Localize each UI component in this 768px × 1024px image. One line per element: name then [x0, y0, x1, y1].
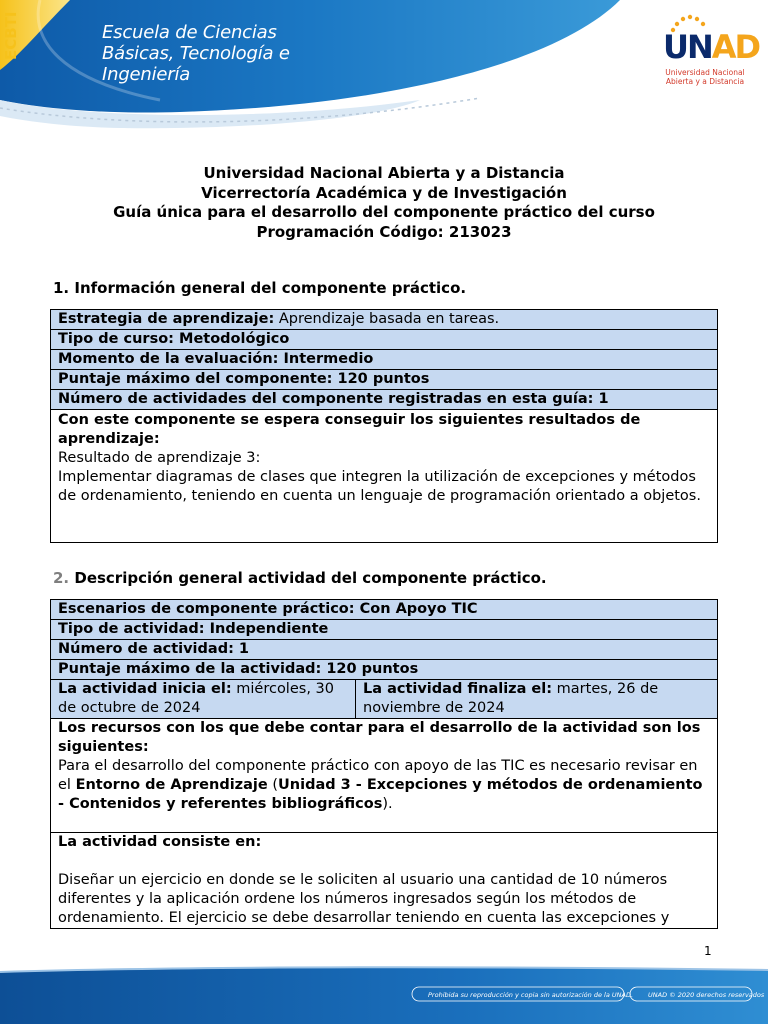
momento-cell: Momento de la evaluación: Intermedio [51, 350, 718, 370]
title-university: Universidad Nacional Abierta y a Distancia [203, 164, 565, 182]
school-line-3: Ingeniería [102, 64, 191, 85]
school-line-1: Escuela de Ciencias [102, 22, 277, 43]
table-row [51, 370, 718, 390]
title-course-code: Programación Código: 213023 [256, 222, 512, 241]
consiste-cell: La actividad consiste en: Diseñar un ejercicio en donde se le soliciten al usuario una cantidad de 10 números diferentes y la aplicación ordene los números ingresados según los métodos de ordenamiento. El ejercicio se debe desarrollar teniendo en cuenta las excepciones y [51, 833, 718, 929]
document-titles [0, 164, 768, 242]
header-banner [0, 0, 768, 140]
section-1-heading: 1. Información general del componente práctico. [53, 279, 467, 297]
school-name [102, 22, 290, 85]
table-row [51, 620, 718, 640]
tipo-curso-cell: Tipo de curso: Metodológico [51, 330, 718, 350]
resultados-cell: Con este componente se espera conseguir los siguientes resultados de aprendizaje: Resultado de aprendizaje 3: Implementar diagramas de clases que integren la utilización de excepciones y métodos de ordenamiento, teniendo en cuenta un lenguaje de programación orientado a objetos. [51, 410, 718, 543]
table-row [51, 680, 718, 719]
fecha-fin-cell: La actividad finaliza el: martes, 26 de noviembre de 2024 [356, 680, 718, 719]
puntaje-actividad-cell: Puntaje máximo de la actividad: 120 puntos [51, 660, 718, 680]
logo-wordmark: UNAD [663, 28, 760, 66]
footer-notice: Prohibida su reproducción y copia sin autorización de la UNAD. [428, 991, 634, 999]
table-row [51, 833, 718, 929]
section-2-heading: 2. Descripción general actividad del componente práctico. [53, 569, 547, 587]
table-row [51, 719, 718, 833]
recursos-cell: Los recursos con los que debe contar para el desarrollo de la actividad son los siguientes: Para el desarrollo del componente práctico con apoyo de las TIC es necesario revisar en el Entorno de Aprendizaje (Unidad 3 - Excepciones y métodos de ordenamiento - Contenidos y referentes bibliográficos). [51, 719, 718, 833]
ecbti-vertical-mark [0, 0, 22, 62]
footer-copyright: UNAD © 2020 derechos reservados [648, 991, 765, 999]
fecha-inicio-cell: La actividad inicia el: miércoles, 30 de octubre de 2024 [51, 680, 356, 719]
table-row [51, 330, 718, 350]
numero-actividades-cell: Número de actividades del componente registradas en esta guía: 1 [51, 390, 718, 410]
escenarios-cell: Escenarios de componente práctico: Con Apoyo TIC [51, 600, 718, 620]
table-row [51, 390, 718, 410]
table-row [51, 600, 718, 620]
tipo-actividad-cell: Tipo de actividad: Independiente [51, 620, 718, 640]
table-row [51, 350, 718, 370]
logo-subtitle: Universidad Nacional Abierta y a Distancia [665, 68, 745, 86]
puntaje-componente-cell: Puntaje máximo del componente: 120 puntos [51, 370, 718, 390]
table-row [51, 660, 718, 680]
unad-logo [655, 14, 760, 86]
table-row [51, 640, 718, 660]
estrategia-cell: Estrategia de aprendizaje: Aprendizaje basada en tareas. [51, 310, 718, 330]
table-row [51, 410, 718, 543]
section-1-table [50, 309, 718, 543]
title-vicerrectoria: Vicerrectoría Académica y de Investigación [201, 183, 567, 202]
page-number: 1 [704, 944, 712, 958]
section-2-table [50, 599, 718, 929]
svg-text:ECBTI: ECBTI [2, 11, 20, 60]
school-line-2: Básicas, Tecnología e [102, 43, 290, 64]
table-row [51, 310, 718, 330]
title-guide: Guía única para el desarrollo del componente práctico del curso [113, 203, 655, 221]
numero-actividad-cell: Número de actividad: 1 [51, 640, 718, 660]
